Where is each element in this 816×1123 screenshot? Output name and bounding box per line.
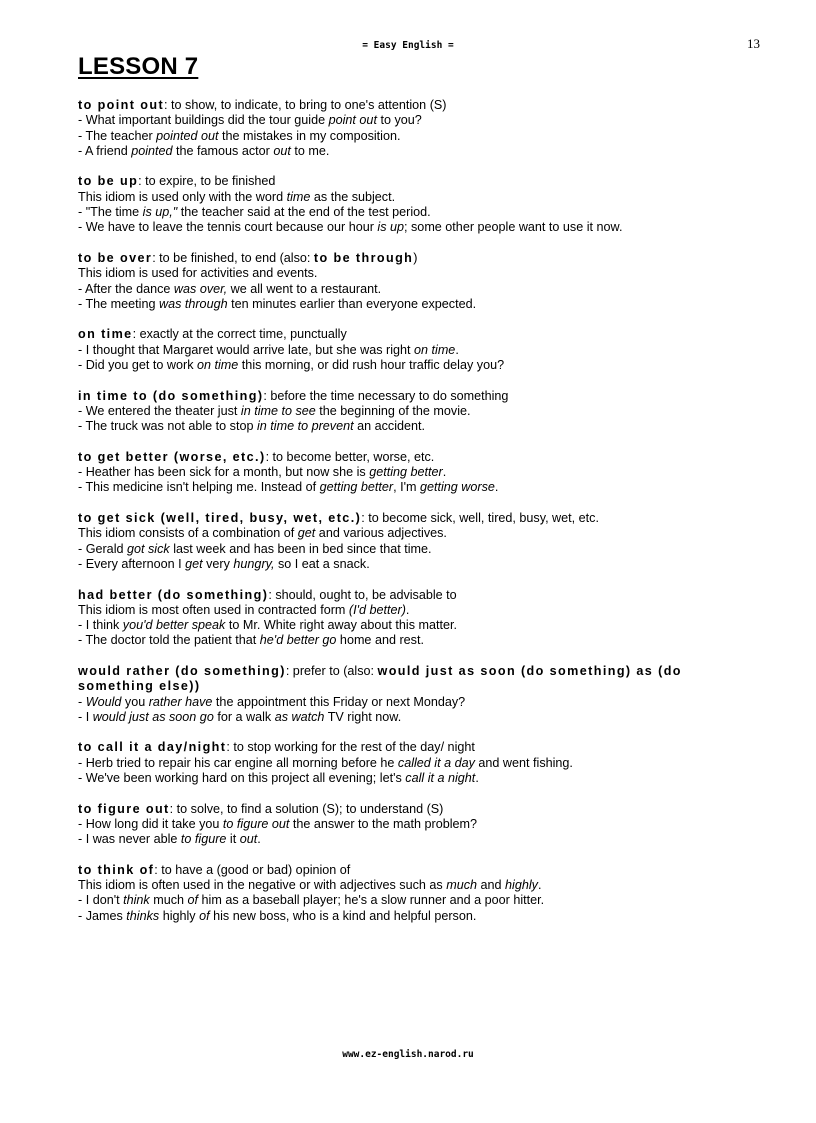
example-line bbox=[78, 832, 738, 847]
example-phrase: get bbox=[185, 556, 203, 571]
example-phrase: thinks bbox=[126, 908, 160, 923]
example-phrase: get bbox=[297, 526, 316, 541]
idiom-definition bbox=[78, 98, 738, 113]
text-run: and bbox=[477, 878, 506, 893]
example-line bbox=[78, 526, 738, 541]
text-run: - We entered the theater just bbox=[78, 403, 241, 418]
example-line bbox=[78, 557, 738, 572]
text-run: for a walk bbox=[213, 709, 275, 724]
example-line bbox=[78, 771, 738, 786]
idiom-entry bbox=[78, 98, 738, 159]
idiom-term: would rather (do something) bbox=[78, 663, 286, 678]
example-line bbox=[78, 542, 738, 557]
text-run: - The teacher bbox=[78, 128, 157, 143]
example-phrase: to figure bbox=[180, 832, 227, 847]
example-line bbox=[78, 282, 738, 297]
text-run: This idiom is used only with the word bbox=[78, 189, 287, 204]
text-run: - "The time bbox=[78, 205, 143, 220]
text-run: highly bbox=[159, 908, 200, 923]
idiom-definition bbox=[78, 511, 738, 526]
text-run: and went fishing. bbox=[474, 755, 573, 770]
text-run: - The doctor told the patient that bbox=[78, 633, 260, 648]
text-run: we all went to a restaurant. bbox=[227, 281, 382, 296]
example-line bbox=[78, 190, 738, 205]
text-run: - I bbox=[78, 709, 93, 724]
example-line bbox=[78, 358, 738, 373]
text-run: - We've been working hard on this project all evening; let's bbox=[78, 771, 406, 786]
idiom-term: on time bbox=[78, 327, 133, 342]
example-phrase: rather have bbox=[148, 694, 213, 709]
idiom-entry bbox=[78, 863, 738, 924]
example-phrase: you'd better speak bbox=[122, 618, 226, 633]
idiom-entry bbox=[78, 251, 738, 312]
text-run: - bbox=[78, 694, 86, 709]
idiom-list bbox=[78, 98, 738, 939]
text-run: - What important buildings did the tour guide bbox=[78, 113, 329, 128]
text-run: - The meeting bbox=[78, 296, 159, 311]
text-run: ten minutes earlier than everyone expected. bbox=[227, 296, 477, 311]
idiom-term: to be over bbox=[78, 250, 153, 265]
text-run: : to have a (good or bad) opinion of bbox=[154, 862, 351, 877]
text-run: and various adjectives. bbox=[315, 526, 447, 541]
text-run: . bbox=[405, 602, 410, 617]
example-phrase: pointed bbox=[131, 143, 173, 158]
text-run: last week and has been in bed since that time. bbox=[169, 541, 432, 556]
text-run: - After the dance bbox=[78, 281, 174, 296]
example-line bbox=[78, 878, 738, 893]
text-run: . bbox=[455, 342, 459, 357]
example-phrase: getting better bbox=[369, 465, 443, 480]
text-run: much bbox=[149, 893, 188, 908]
text-run: This idiom consists of a combination of bbox=[78, 526, 298, 541]
idiom-entry bbox=[78, 588, 738, 649]
example-phrase: out bbox=[239, 832, 258, 847]
text-run: his new boss, who is a kind and helpful person. bbox=[209, 908, 477, 923]
text-run: - I was never able bbox=[78, 832, 181, 847]
example-line bbox=[78, 909, 738, 924]
text-run: to Mr. White right away about this matter. bbox=[225, 618, 458, 633]
text-run: him as a baseball player; he's a slow runner and a poor hitter. bbox=[198, 893, 545, 908]
text-run: - I think bbox=[78, 618, 123, 633]
idiom-term: in time to (do something) bbox=[78, 388, 264, 403]
idiom-definition bbox=[78, 588, 738, 603]
text-run: ) bbox=[413, 250, 418, 265]
text-run: . bbox=[475, 771, 479, 786]
text-run: - Heather has been sick for a month, but now she is bbox=[78, 465, 370, 480]
idiom-term: to be up bbox=[78, 174, 139, 189]
lesson-title: LESSON 7 bbox=[78, 53, 199, 80]
text-run: to me. bbox=[290, 143, 330, 158]
text-run: - I thought that Margaret would arrive late, but she was right bbox=[78, 342, 415, 357]
example-phrase: as watch bbox=[274, 709, 325, 724]
text-run: : to show, to indicate, to bring to one's attention (S) bbox=[164, 98, 447, 112]
text-run: ; some other people want to use it now. bbox=[404, 220, 623, 235]
example-phrase: is up," bbox=[142, 205, 178, 220]
example-phrase: getting better bbox=[319, 480, 394, 495]
text-run: to you? bbox=[376, 113, 422, 128]
example-phrase: of bbox=[199, 908, 210, 923]
example-line bbox=[78, 343, 738, 358]
text-run: the teacher said at the end of the test period. bbox=[177, 205, 431, 220]
text-run: : to become sick, well, tired, busy, wet, etc. bbox=[361, 511, 599, 526]
example-phrase: on time bbox=[414, 342, 456, 357]
text-run: . bbox=[442, 465, 447, 480]
idiom-term: to call it a day/night bbox=[78, 740, 227, 755]
idiom-definition bbox=[78, 450, 738, 465]
example-phrase: was through bbox=[158, 296, 228, 311]
text-run: an accident. bbox=[353, 419, 426, 434]
idiom-term: to figure out bbox=[78, 801, 170, 816]
example-line bbox=[78, 465, 738, 480]
idiom-entry bbox=[78, 389, 738, 435]
text-run: as the subject. bbox=[310, 189, 396, 204]
idiom-entry bbox=[78, 802, 738, 848]
example-phrase: hungry, bbox=[233, 556, 275, 571]
example-phrase: of bbox=[187, 893, 199, 908]
example-phrase: getting worse bbox=[420, 480, 495, 495]
text-run: : before the time necessary to do something bbox=[263, 388, 509, 403]
idiom-term: to think of bbox=[78, 862, 155, 877]
text-run: - Gerald bbox=[78, 541, 127, 556]
example-line bbox=[78, 817, 738, 832]
text-run: - How long did it take you bbox=[78, 816, 223, 831]
example-phrase: point out bbox=[328, 113, 377, 128]
text-run: : to be finished, to end (also: bbox=[152, 250, 314, 265]
example-line bbox=[78, 129, 738, 144]
text-run: the famous actor bbox=[172, 143, 274, 158]
example-phrase: much bbox=[446, 878, 478, 893]
text-run: - Every afternoon I bbox=[78, 556, 186, 571]
example-line bbox=[78, 695, 738, 710]
example-phrase: in time to see bbox=[240, 403, 316, 418]
example-line bbox=[78, 419, 738, 434]
example-line bbox=[78, 756, 738, 771]
text-run: : to expire, to be finished bbox=[138, 174, 276, 189]
text-run: it bbox=[226, 832, 240, 847]
example-line bbox=[78, 893, 738, 908]
example-phrase: out bbox=[273, 143, 291, 158]
text-run: - Herb tried to repair his car engine all morning before he bbox=[78, 755, 398, 770]
idiom-entry bbox=[78, 740, 738, 786]
example-phrase: to figure out bbox=[222, 816, 290, 831]
text-run: - The truck was not able to stop bbox=[78, 419, 257, 434]
example-phrase: Would bbox=[85, 694, 122, 709]
text-run: : to become better, worse, etc. bbox=[265, 449, 435, 464]
text-run: - This medicine isn't helping me. Instead of bbox=[78, 480, 320, 495]
text-run: you bbox=[121, 694, 149, 709]
idiom-entry bbox=[78, 511, 738, 572]
text-run: the answer to the math problem? bbox=[289, 816, 478, 831]
text-run: - A friend bbox=[78, 143, 132, 158]
example-line bbox=[78, 220, 738, 235]
idiom-term: had better (do something) bbox=[78, 587, 269, 602]
example-line bbox=[78, 404, 738, 419]
text-run: This idiom is often used in the negative or with adjectives such as bbox=[78, 878, 447, 893]
example-line bbox=[78, 266, 738, 281]
example-line bbox=[78, 633, 738, 648]
example-line bbox=[78, 618, 738, 633]
text-run: : should, ought to, be advisable to bbox=[268, 587, 457, 602]
idiom-term: to get sick (well, tired, busy, wet, etc.) bbox=[78, 511, 362, 526]
example-phrase: he'd better go bbox=[259, 633, 337, 648]
idiom-entry bbox=[78, 664, 738, 725]
text-run: . bbox=[257, 832, 261, 847]
text-run: : to stop working for the rest of the day/ night bbox=[226, 740, 475, 755]
idiom-definition bbox=[78, 174, 738, 189]
text-run: so I eat a snack. bbox=[274, 556, 370, 571]
page-number: 13 bbox=[747, 36, 760, 51]
idiom-entry bbox=[78, 327, 738, 373]
idiom-entry bbox=[78, 450, 738, 496]
example-phrase: call it a night bbox=[405, 771, 476, 786]
text-run: - Did you get to work bbox=[78, 358, 197, 373]
text-run: this morning, or did rush hour traffic delay you? bbox=[238, 358, 505, 373]
text-run: - We have to leave the tennis court because our hour bbox=[78, 220, 378, 235]
running-header: = Easy English = bbox=[362, 40, 454, 51]
idiom-definition bbox=[78, 740, 738, 755]
example-line bbox=[78, 603, 738, 618]
text-run: : prefer to (also: bbox=[285, 663, 378, 678]
text-run: the beginning of the movie. bbox=[315, 403, 471, 418]
example-phrase: is up bbox=[377, 220, 405, 235]
text-run: TV right now. bbox=[324, 709, 402, 724]
example-phrase: time bbox=[286, 189, 311, 204]
idiom-term: to be through bbox=[313, 250, 414, 265]
text-run: home and rest. bbox=[336, 633, 424, 648]
example-line bbox=[78, 113, 738, 128]
idiom-definition bbox=[78, 863, 738, 878]
idiom-definition bbox=[78, 664, 738, 695]
example-line bbox=[78, 205, 738, 220]
idiom-definition bbox=[78, 327, 738, 342]
text-run: This idiom is used for activities and events. bbox=[78, 266, 318, 281]
example-phrase: would just as soon go bbox=[92, 709, 214, 724]
example-phrase: got sick bbox=[127, 541, 170, 556]
text-run: the appointment this Friday or next Monday? bbox=[212, 694, 466, 709]
text-run: - James bbox=[78, 908, 127, 923]
text-run: the mistakes in my composition. bbox=[218, 128, 401, 143]
example-phrase: pointed out bbox=[156, 128, 219, 143]
example-phrase: called it a day bbox=[397, 755, 475, 770]
idiom-definition bbox=[78, 802, 738, 817]
example-phrase: on time bbox=[197, 358, 239, 373]
example-line bbox=[78, 710, 738, 725]
example-line bbox=[78, 480, 738, 495]
text-run: : exactly at the correct time, punctually bbox=[132, 327, 347, 342]
idiom-definition bbox=[78, 251, 738, 266]
example-phrase: was over, bbox=[173, 281, 228, 296]
footer-url: www.ez-english.narod.ru bbox=[342, 1049, 474, 1060]
text-run: . bbox=[494, 480, 499, 495]
example-phrase: highly bbox=[505, 878, 538, 893]
text-run: - I don't bbox=[78, 893, 124, 908]
text-run: , I'm bbox=[393, 480, 420, 495]
example-phrase: think bbox=[123, 893, 150, 908]
example-line bbox=[78, 144, 738, 159]
text-run: . bbox=[537, 878, 542, 893]
text-run: : to solve, to find a solution (S); to understand (S) bbox=[169, 801, 444, 816]
text-run: This idiom is most often used in contracted form bbox=[78, 602, 349, 617]
idiom-definition bbox=[78, 389, 738, 404]
idiom-term: to point out bbox=[78, 98, 165, 112]
idiom-term: to get better (worse, etc.) bbox=[78, 449, 266, 464]
example-phrase: in time to prevent bbox=[256, 419, 354, 434]
idiom-entry bbox=[78, 174, 738, 235]
example-line bbox=[78, 297, 738, 312]
text-run: very bbox=[202, 556, 234, 571]
example-phrase: (I'd better) bbox=[348, 602, 406, 617]
idiom-term: would just as soon (do something) as (do something else)) bbox=[78, 663, 682, 694]
